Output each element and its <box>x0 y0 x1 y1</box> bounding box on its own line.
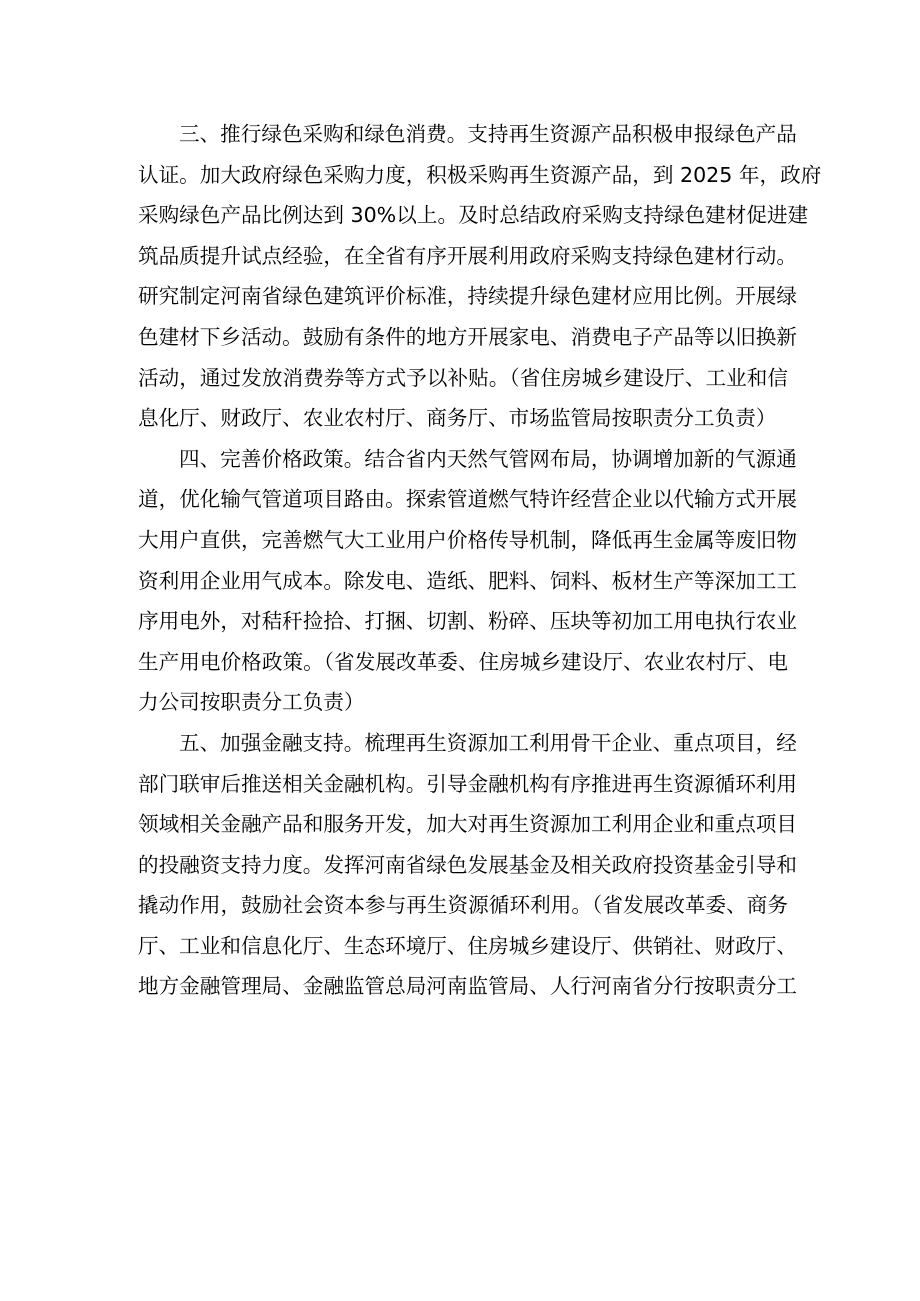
paragraph-financial-support <box>138 723 797 1007</box>
text-line: 资利用企业用气成本。除发电、造纸、肥料、饲料、板材生产等深加工工 <box>138 568 797 593</box>
text-line: 部门联审后推送相关金融机构。引导金融机构有序推进再生资源循环利用 <box>138 771 797 796</box>
text-line: 的投融资支持力度。发挥河南省绿色发展基金及相关政府投资基金引导和 <box>138 852 797 877</box>
text-line: 研究制定河南省绿色建筑评价标准，持续提升绿色建材应用比例。开展绿 <box>138 284 797 309</box>
paragraph-green-procurement <box>138 114 822 439</box>
text-line: 撬动作用，鼓励社会资本参与再生资源循环利用。（省发展改革委、商务 <box>138 893 788 918</box>
text-line: 地方金融管理局、金融监管总局河南监管局、人行河南省分行按职责分工 <box>138 974 797 999</box>
text-line: 色建材下乡活动。鼓励有条件的地方开展家电、消费电子产品等以旧换新 <box>138 324 797 349</box>
paragraph-price-policy <box>138 439 797 723</box>
text-line: 道，优化输气管道项目路由。探索管道燃气特许经营企业以代输方式开展 <box>138 487 797 512</box>
text-line: 大用户直供，完善燃气大工业用户价格传导机制，降低再生金属等废旧物 <box>138 527 797 552</box>
text-line: 息化厅、财政厅、农业农村厅、商务厅、市场监管局按职责分工负责） <box>138 406 777 431</box>
text-line: 力公司按职责分工负责） <box>138 690 365 715</box>
text-line: 五、加强金融支持。梳理再生资源加工利用骨干企业、重点项目，经 <box>179 730 797 755</box>
text-line: 厅、工业和信息化厅、生态环境厅、住房城乡建设厅、供销社、财政厅、 <box>138 933 797 958</box>
text-line: 四、完善价格政策。结合省内天然气管网布局，协调增加新的气源通 <box>179 446 797 471</box>
text-line: 认证。加大政府绿色采购力度，积极采购再生资源产品，到 2025 年，政府 <box>138 162 822 187</box>
text-line: 三、推行绿色采购和绿色消费。支持再生资源产品积极申报绿色产品 <box>179 122 797 146</box>
text-line: 生产用电价格政策。（省发展改革委、住房城乡建设厅、农业农村厅、电 <box>138 649 788 674</box>
text-line: 筑品质提升试点经验，在全省有序开展利用政府采购支持绿色建材行动。 <box>138 243 797 268</box>
text-line: 采购绿色产品比例达到 30%以上。及时总结政府采购支持绿色建材促进建 <box>138 203 809 228</box>
text-line: 领域相关金融产品和服务开发，加大对再生资源加工利用企业和重点项目 <box>138 812 797 837</box>
text-line: 序用电外，对秸秆捡拾、打捆、切割、粉碎、压块等初加工用电执行农业 <box>138 609 797 634</box>
document-body <box>138 114 822 1007</box>
text-line: 活动，通过发放消费券等方式予以补贴。（省住房城乡建设厅、工业和信 <box>138 365 788 390</box>
